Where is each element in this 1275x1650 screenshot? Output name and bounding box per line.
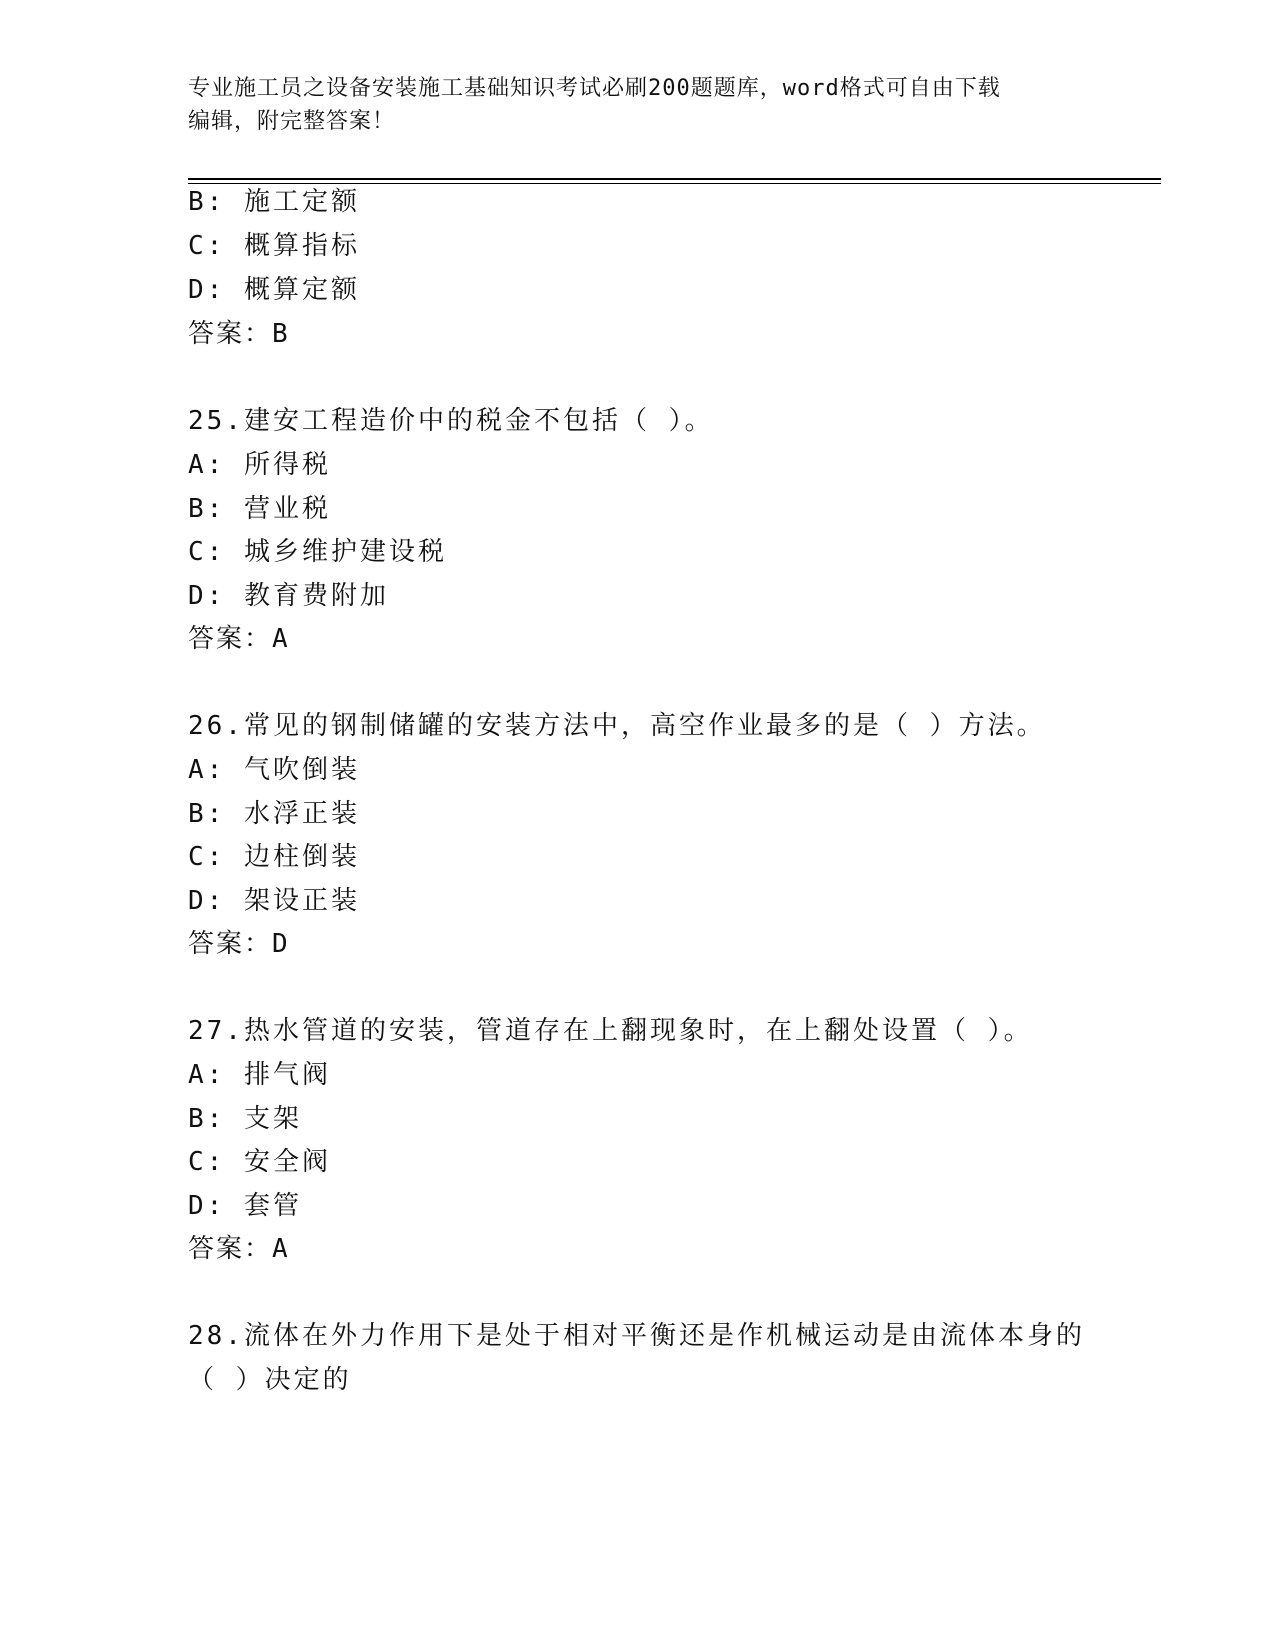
q24-answer: 答案：B [188,319,290,349]
q26-option-c: C: 边柱倒装 [188,842,360,872]
header-title-line1: 专业施工员之设备安装施工基础知识考试必刷200题题库，word格式可自由下载 [188,76,1001,101]
q24-option-d: D: 概算定额 [188,275,360,305]
q27-option-d: D: 套管 [188,1191,302,1221]
q25-option-b: B: 营业税 [188,494,331,524]
q25-answer: 答案：A [188,624,290,654]
q26-option-d: D: 架设正装 [188,886,360,916]
q25-option-a: A: 所得税 [188,450,331,480]
q25-question: 25.建安工程造价中的税金不包括（ ）。 [188,406,714,436]
q24-option-c: C: 概算指标 [188,231,360,261]
q27-answer: 答案：A [188,1234,290,1264]
header-divider-thin [188,183,1161,184]
q27-question: 27.热水管道的安装，管道存在上翻现象时，在上翻处设置（ ）。 [188,1016,1033,1046]
q26-question: 26.常见的钢制储罐的安装方法中，高空作业最多的是（ ）方法。 [188,711,1046,741]
q26-answer: 答案：D [188,929,290,959]
q25-option-d: D: 教育费附加 [188,581,389,611]
q28-question-line2: （ ）决定的 [188,1365,352,1395]
header-divider-thick [188,178,1161,180]
document-header [188,72,1068,138]
q28-question-line1: 28.流体在外力作用下是处于相对平衡还是作机械运动是由流体本身的 [188,1321,1085,1351]
q27-option-b: B: 支架 [188,1104,302,1134]
header-title-line2: 编辑，附完整答案！ [188,109,396,134]
q27-option-c: C: 安全阀 [188,1147,331,1177]
q25-option-c: C: 城乡维护建设税 [188,537,447,567]
q26-option-a: A: 气吹倒装 [188,755,360,785]
q26-option-b: B: 水浮正装 [188,799,360,829]
q27-option-a: A: 排气阀 [188,1060,331,1090]
q24-option-b: B: 施工定额 [188,187,360,217]
